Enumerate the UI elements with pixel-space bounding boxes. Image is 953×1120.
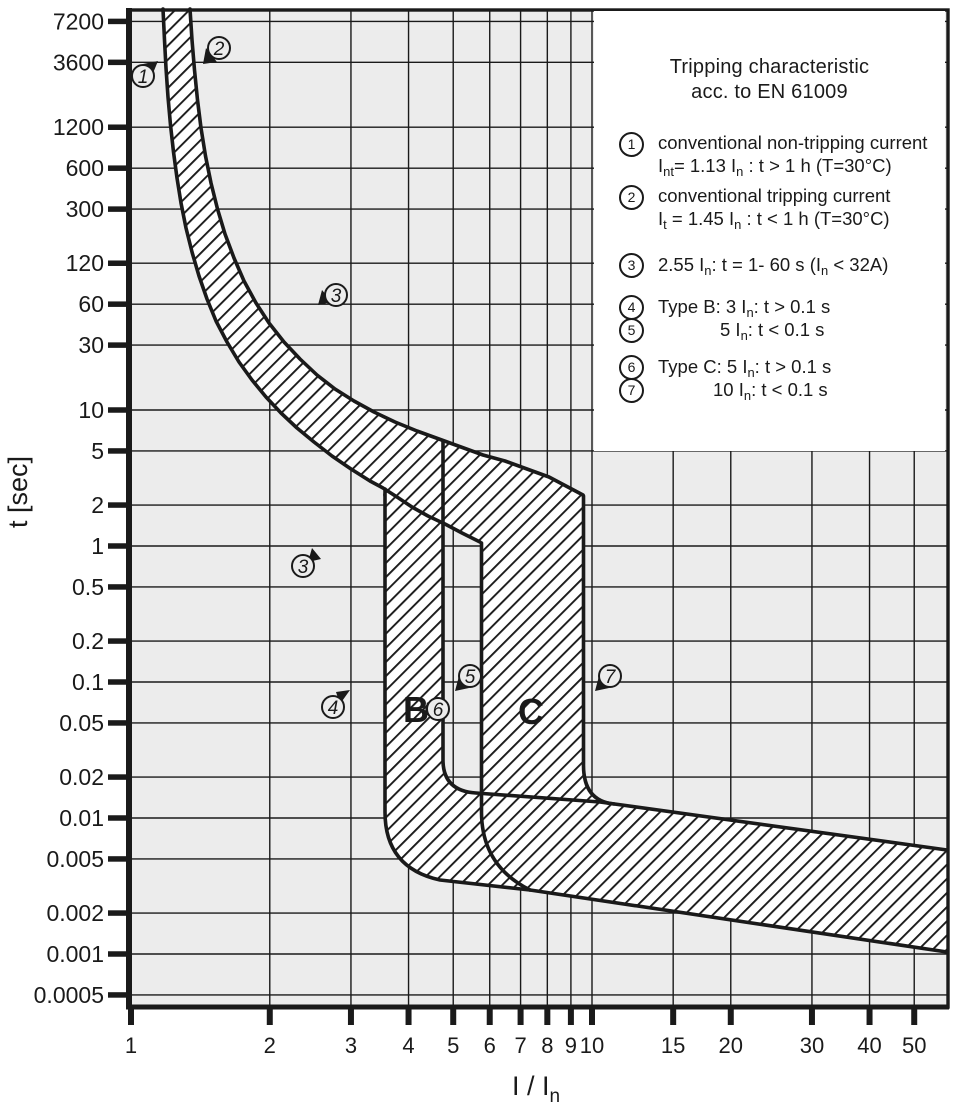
x-tick-label-40: 40 <box>857 1033 882 1058</box>
legend-title-line1: Tripping characteristic <box>669 56 870 78</box>
x-tick-label-30: 30 <box>799 1033 825 1058</box>
y-tick-10 <box>108 407 129 413</box>
x-tick-label-15: 15 <box>660 1033 686 1058</box>
x-tick-40 <box>867 1008 873 1025</box>
y-tick-label-0.0005: 0.0005 <box>33 981 104 1008</box>
y-tick-0.002 <box>108 910 129 916</box>
y-tick-0.001 <box>108 951 129 957</box>
x-tick-label-1: 1 <box>124 1033 138 1058</box>
marker-3-digit: 3 <box>330 286 342 307</box>
y-tick-1 <box>108 543 129 549</box>
y-tick-0.2 <box>108 638 129 644</box>
marker-2-digit: 2 <box>213 39 225 60</box>
y-tick-label-0.005: 0.005 <box>46 845 104 872</box>
y-tick-label-0.2: 0.2 <box>72 628 104 655</box>
y-tick-label-0.02: 0.02 <box>59 764 104 791</box>
y-tick-label-120: 120 <box>65 250 104 277</box>
x-tick-label-50: 50 <box>901 1033 927 1058</box>
y-tick-30 <box>108 342 129 348</box>
legend-num-3: 3 <box>619 253 644 278</box>
x-tick-7 <box>518 1008 524 1025</box>
y-tick-label-2: 2 <box>91 492 104 519</box>
legend-item-6: Type C: 5 $I_n$: t > 0.1 s <box>658 356 832 380</box>
y-axis-title: t [sec] <box>3 455 33 529</box>
legend-box <box>594 11 945 451</box>
y-tick-600 <box>108 165 129 171</box>
y-tick-120 <box>108 260 129 266</box>
legend-item-4: Type B: 3 $I_n$: t > 0.1 s <box>658 296 831 320</box>
y-tick-0.01 <box>108 815 129 821</box>
y-tick-5 <box>108 448 129 454</box>
x-tick-label-4: 4 <box>402 1033 415 1058</box>
x-tick-label-20: 20 <box>718 1033 744 1058</box>
y-tick-label-0.5: 0.5 <box>72 573 104 600</box>
y-tick-label-0.002: 0.002 <box>46 900 104 927</box>
marker-7-digit: 7 <box>604 667 616 688</box>
y-tick-1200 <box>108 124 129 130</box>
y-tick-0.5 <box>108 584 129 590</box>
marker-6-digit: 6 <box>432 700 444 721</box>
y-tick-label-0.05: 0.05 <box>59 709 104 736</box>
legend-num-1: 1 <box>619 132 644 157</box>
y-tick-0.1 <box>108 679 129 685</box>
legend-item-5: 5 $I_n$: t < 0.1 s <box>720 319 825 343</box>
y-tick-0.005 <box>108 856 129 862</box>
y-tick-label-60: 60 <box>78 291 104 318</box>
x-tick-label-8: 8 <box>541 1033 554 1058</box>
x-tick-label-5: 5 <box>447 1033 460 1058</box>
y-tick-2 <box>108 502 129 508</box>
x-tick-3 <box>348 1008 354 1025</box>
y-tick-label-0.1: 0.1 <box>72 669 104 695</box>
legend-num-6: 6 <box>619 355 644 380</box>
y-tick-label-0.001: 0.001 <box>46 941 104 967</box>
y-tick-0.0005 <box>108 992 129 998</box>
y-tick-label-30: 30 <box>78 332 104 359</box>
y-tick-label-7200: 7200 <box>52 8 104 35</box>
legend-title <box>594 55 945 105</box>
marker-1-digit: 1 <box>137 67 149 88</box>
legend-item-3: 2.55 $I_n$: t = 1- 60 s $(I_n < 32A)$ <box>658 254 889 278</box>
y-tick-3600 <box>108 60 129 66</box>
legend-num-7: 7 <box>619 378 644 403</box>
legend-title-line2: acc. to EN 61009 <box>691 81 848 103</box>
legend-num-5: 5 <box>619 318 644 343</box>
y-tick-label-0.01: 0.01 <box>59 805 104 831</box>
y-tick-label-600: 600 <box>65 155 104 182</box>
x-tick-30 <box>809 1008 815 1025</box>
y-tick-0.05 <box>108 720 129 726</box>
y-tick-300 <box>108 206 129 212</box>
marker-3-digit: 3 <box>297 557 309 578</box>
marker-4-digit: 4 <box>327 698 339 719</box>
y-tick-label-5: 5 <box>91 437 104 464</box>
y-tick-label-10: 10 <box>78 397 104 423</box>
x-tick-20 <box>728 1008 734 1025</box>
y-tick-label-3600: 3600 <box>52 49 104 76</box>
legend-num-4: 4 <box>619 295 644 320</box>
x-tick-15 <box>670 1008 676 1025</box>
x-tick-label-7: 7 <box>514 1033 527 1058</box>
x-tick-label-10: 10 <box>579 1033 605 1058</box>
x-tick-label-9: 9 <box>564 1033 578 1058</box>
legend-num-2: 2 <box>619 185 644 210</box>
x-axis-title: I / $I_n$ <box>512 1071 561 1107</box>
x-tick-4 <box>406 1008 412 1025</box>
legend-item-2: conventional tripping current $I_t = 1.45$ $I_n$ : t < 1 h (T=30°C) <box>658 185 891 232</box>
x-tick-label-2: 2 <box>263 1033 276 1058</box>
x-tick-label-3: 3 <box>344 1033 358 1058</box>
x-tick-5 <box>450 1008 456 1025</box>
y-tick-label-300: 300 <box>65 196 104 223</box>
x-tick-10 <box>589 1008 595 1025</box>
y-tick-60 <box>108 301 129 307</box>
x-tick-50 <box>911 1008 917 1025</box>
legend-item-7: 10 $I_n$: t < 0.1 s <box>713 379 828 403</box>
y-tick-0.02 <box>108 774 129 780</box>
x-tick-8 <box>544 1008 550 1025</box>
x-tick-6 <box>487 1008 493 1025</box>
y-tick-label-1200: 1200 <box>52 114 104 141</box>
y-tick-7200 <box>108 19 129 25</box>
marker-5-digit: 5 <box>464 667 476 688</box>
x-tick-9 <box>568 1008 574 1025</box>
band-letter-B: B <box>403 689 429 730</box>
legend-item-1: conventional non-tripping current $I_{nt}= 1.13$ $I_n$ : t > 1 h (T=30°C) <box>658 132 928 179</box>
band-letter-C: C <box>518 691 544 732</box>
x-tick-label-6: 6 <box>483 1033 496 1058</box>
x-tick-1 <box>128 1008 134 1025</box>
x-tick-2 <box>267 1008 273 1025</box>
y-tick-label-1: 1 <box>91 533 104 559</box>
